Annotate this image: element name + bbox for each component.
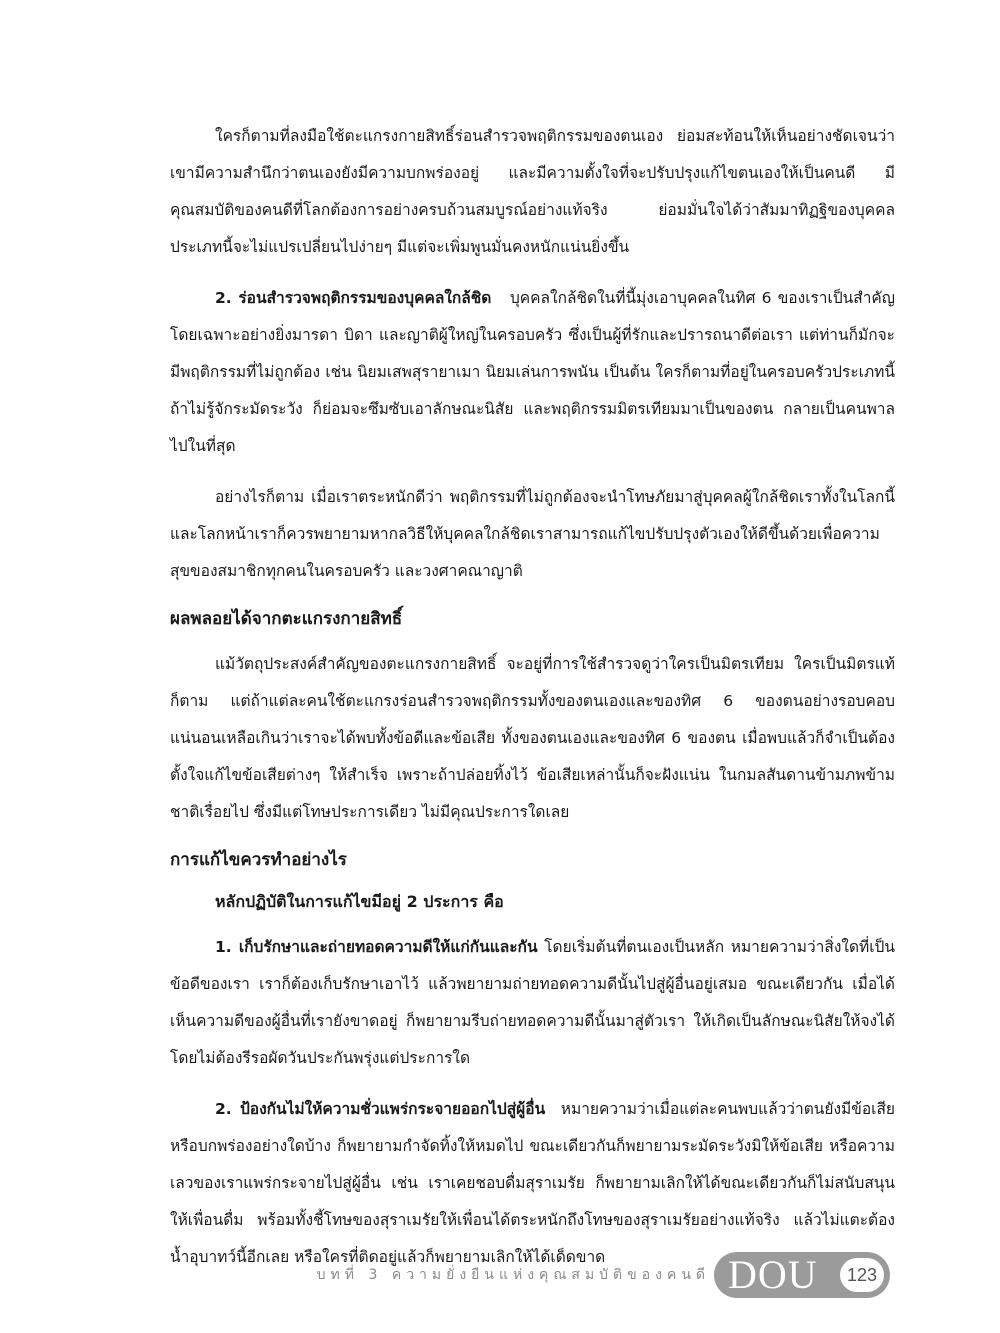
page-body <box>170 118 895 1290</box>
paragraph-byproduct <box>170 646 895 831</box>
paragraph-text: ใครก็ตามที่ลงมือใช้ตะแกรงกายสิทธิ์ร่อนสำรวจพฤติกรรมของตนเอง ย่อมสะท้อนให้เห็นอย่างชัดเจนว่าเขามีความสำนึกว่าตนเองยังมีความบกพร่องอยู่ และมีความตั้งใจที่จะปรับปรุงแก้ไขตนเองให้เป็นคนดี มีคุณสมบัติของคนดีที่โลกต้องการอย่างครบถ้วนสมบูรณ์อย่างแท้จริง ย่อมมั่นใจได้ว่าสัมมาทิฏฐิของบุคคลประเภทนี้จะไม่แปรเปลี่ยนไปง่ายๆ มีแต่จะเพิ่มพูนมั่นคงหนักแน่นยิ่งขึ้น <box>170 127 895 256</box>
page-number: 123 <box>840 1258 884 1292</box>
paragraph-text: อย่างไรก็ตาม เมื่อเราตระหนักดีว่า พฤติกรรมที่ไม่ถูกต้องจะนำโทษภัยมาสู่บุคคลผู้ใกล้ชิดเราทั้งในโลกนี้และโลกหน้าเราก็ควรพยายามหากลวิธีให้บุคคลใกล้ชิดเราสามารถแก้ไขปรับปรุงตัวเองให้ดีขึ้นด้วยเพื่อความสุขของสมาชิกทุกคนในครอบครัว และวงศาคณาญาติ <box>170 488 895 580</box>
paragraph-principle-one <box>170 929 895 1077</box>
page-footer <box>0 1252 1000 1300</box>
paragraph-however <box>170 479 895 590</box>
subheading-principles: หลักปฏิบัติในการแก้ไขมีอยู่ 2 ประการ คือ <box>215 892 504 911</box>
paragraph-self-review <box>170 118 895 266</box>
section-heading-byproduct: ผลพลอยได้จากตะแกรงกายสิทธิ์ <box>170 609 403 629</box>
paragraph-text: โดยเริ่มต้นที่ตนเองเป็นหลัก หมายความว่าสิ่งใดที่เป็นข้อดีของเรา เราก็ต้องเก็บรักษาเอาไว้ แล้วพยายามถ่ายทอดความดีนั้นไปสู่ผู้อื่นอยู่เสมอ ขณะเดียวกัน เมื่อได้เห็นความดีของผู้อื่นที่เรายังขาดอยู่ ก็พยายามรีบถ่ายทอดความดีนั้นมาสู่ตัวเรา ให้เกิดเป็นลักษณะนิสัยให้จงได้ โดยไม่ต้องรีรอผัดวันประกันพรุ่งแต่ประการใด <box>170 938 895 1067</box>
paragraph-text: หมายความว่าเมื่อแต่ละคนพบแล้วว่าตนยังมีข้อเสีย หรือบกพร่องอย่างใดบ้าง ก็พยายามกำจัดทิ้งให้หมดไป ขณะเดียวกันก็พยายามระมัดระวังมิให้ข้อเสีย หรือความเลวของเราแพร่กระจายไปสู่ผู้อื่น เช่น เราเคยชอบดื่มสุราเมรัย ก็พยายามเลิกให้ได้ขณะเดียวกันก็ไม่สนับสนุนให้เพื่อนดื่ม พร้อมทั้งชี้โทษของสุราเมรัยให้เพื่อนได้ตระหนักถึงโทษของสุราเมรัยอย่างแท้จริง แล้วไม่แตะต้องน้ำอุบาทว์นี้อีกเลย หรือใครที่ติดอยู่แล้วก็พยายามเลิกให้ได้เด็ดขาด <box>170 1100 895 1266</box>
paragraph-lead: 2. ป้องกันไม่ให้ความชั่วแพร่กระจายออกไปสู่ผู้อื่น <box>215 1100 546 1118</box>
dou-logo: DOU <box>728 1252 818 1297</box>
paragraph-lead: 1. เก็บรักษาและถ่ายทอดความดีให้แก่กันและกัน <box>215 938 538 956</box>
paragraph-close-persons <box>170 280 895 465</box>
footer-badge <box>714 1252 890 1298</box>
paragraph-lead: 2. ร่อนสำรวจพฤติกรรมของบุคคลใกล้ชิด <box>215 289 492 307</box>
section-heading-how-to-fix: การแก้ไขควรทำอย่างไร <box>170 850 347 870</box>
paragraph-text: บุคคลใกล้ชิดในที่นี้มุ่งเอาบุคคลในทิศ 6 ของเราเป็นสำคัญ โดยเฉพาะอย่างยิ่งมารดา บิดา และญาติผู้ใหญ่ในครอบครัว ซึ่งเป็นผู้ที่รักและปรารถนาดีต่อเรา แต่ท่านก็มักจะมีพฤติกรรมที่ไม่ถูกต้อง เช่น นิยมเสพสุรายาเมา นิยมเล่นการพนัน เป็นต้น ใครก็ตามที่อยู่ในครอบครัวประเภทนี้ ถ้าไม่รู้จักระมัดระวัง ก็ย่อมจะซึมซับเอาลักษณะนิสัย และพฤติกรรมมิตรเทียมมาเป็นของตน กลายเป็นคนพาลไปในที่สุด <box>170 289 895 455</box>
paragraph-text: แม้วัตถุประสงค์สำคัญของตะแกรงกายสิทธิ์ จะอยู่ที่การใช้สำรวจดูว่าใครเป็นมิตรเทียม ใครเป็นมิตรแท้ก็ตาม แต่ถ้าแต่ละคนใช้ตะแกรงร่อนสำรวจพฤติกรรมทั้งของตนเองและของทิศ 6 ของตนอย่างรอบคอบ แน่นอนเหลือเกินว่าเราจะได้พบทั้งข้อดีและข้อเสีย ทั้งของตนเองและของทิศ 6 ของตน เมื่อพบแล้วก็จำเป็นต้องตั้งใจแก้ไขข้อเสียต่างๆ ให้สำเร็จ เพราะถ้าปล่อยทิ้งไว้ ข้อเสียเหล่านั้นก็จะฝังแน่น ในกมลสันดานข้ามภพข้ามชาติเรื่อยไป ซึ่งมีแต่โทษประการเดียว ไม่มีคุณประการใดเลย <box>170 655 895 821</box>
paragraph-principle-two <box>170 1091 895 1276</box>
chapter-title: บทที่ 3 ความยั่งยืนแห่งคุณสมบัติของคนดี <box>316 1267 710 1283</box>
